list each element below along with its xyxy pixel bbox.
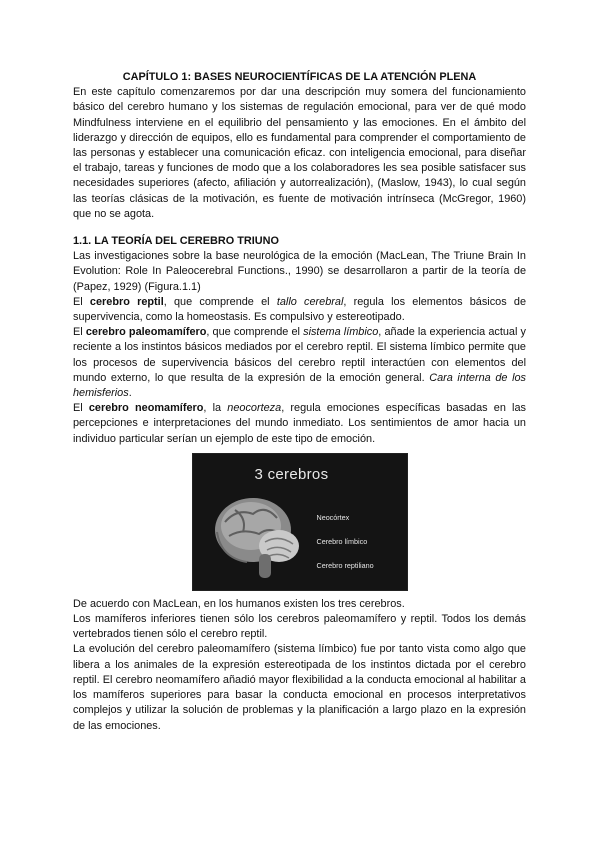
- paleo-end: .: [128, 387, 132, 400]
- neo-italic: neocorteza: [227, 402, 282, 415]
- reptil-post: , regula los elementos básicos de supervivencia, como la homeostasis. Es compulsivo y estereotipado.: [73, 295, 527, 324]
- reptil-pre: El: [73, 295, 90, 308]
- reptil-mid: , que comprende el: [163, 295, 277, 308]
- section-intro-paragraph: Las investigaciones sobre la base neurológica de la emoción (MacLean, The Triune Brain In Evolution: Role In Paleocerebral Functions., 1990) se desarrollaron a partir de la teoría de (Papez, 1929) (Figura.1.1): [73, 250, 526, 293]
- three-brains-figure: [192, 453, 408, 591]
- reptil-term: cerebro reptil: [89, 295, 164, 308]
- figure-label-neocortex: Neocórtex: [316, 512, 350, 522]
- paleo-italic: sistema límbico: [303, 326, 379, 339]
- reptil-italic: tallo cerebral: [276, 295, 344, 308]
- chapter-title: CAPÍTULO 1: BASES NEUROCIENTÍFICAS DE LA ATENCIÓN PLENA: [122, 71, 477, 83]
- closing-paragraph-3: La evolución del cerebro paleomamífero (sistema límbico) fue por tanto vista como algo que libera a los animales de la expresión estereotipada de los instintos dictada por el cerebro reptil. El cerebro neomamífero añadió mayor flexibilidad a la conducta emocional al habilitar a los mamíferos superiores para basar la conducta emocional en procesos interpretativos complejos y utilizar la solución de problemas y la planificación a largo plazo en la expresión de las emociones.: [73, 643, 526, 732]
- paleo-term: cerebro paleomamífero: [85, 326, 207, 339]
- paleo-mid: , que comprende el: [206, 326, 304, 339]
- paleo-post: , añade la experiencia actual y reciente a los instintos básicos mediados por el cerebro reptil. El sistema límbico permite que los procesos de supervivencia básicos del cerebro reptil interactúen con elementos del mundo externo, lo que resulta de la expresión de la emoción general.: [73, 326, 526, 384]
- page-content: [73, 70, 526, 734]
- neo-post: , regula emociones específicas basadas en las percepciones e interpretaciones del mundo inmediato. Los sentimientos de amor hacia un individuo particular serían un ejemplo de este tipo de emoción.: [73, 402, 526, 445]
- reptil-paragraph: [73, 295, 526, 325]
- figure-label-reptilian: Cerebro reptiliano: [316, 560, 374, 570]
- neo-pre: El: [73, 402, 89, 415]
- paleo-pre: El: [73, 326, 86, 339]
- paleo-italic-2: Cara interna de los hemisferios: [73, 371, 526, 400]
- neo-paragraph: [73, 401, 526, 447]
- figure-wrapper: [73, 453, 526, 591]
- closing-paragraph-2: Los mamíferos inferiores tienen sólo los cerebros paleomamífero y reptil. Todos los demás vertebrados tienen sólo el cerebro reptil.: [73, 613, 526, 641]
- neo-mid: , la: [203, 402, 228, 415]
- paleo-paragraph: [73, 325, 526, 401]
- section-title: 1.1. LA TEORÍA DEL CEREBRO TRIUNO: [73, 235, 279, 248]
- figure-label-limbic: Cerebro límbico: [316, 536, 368, 546]
- intro-paragraph: En este capítulo comenzaremos por dar una descripción muy somera del funcionamiento básico del cerebro humano y los sistemas de regulación emocional, para ver de qué modo Mindfulness interviene en el equilibrio del pensamiento y las emociones. En el ámbito del liderazgo y dirección de equipos, ello es fundamental para comprender el comportamiento de las personas y establecer una comunicación eficaz. con inteligencia emocional, para diseñar el trabajo, tareas y funciones de modo que a los colaboradores les sea posible satisfacer sus necesidades superiores (afecto, afiliación y autorrealización), (Maslow, 1943), lo cual según las teorías clásicas de la motivación, es fuente de motivación intrínseca (McGregor, 1960) que no se agota.: [73, 86, 526, 220]
- figure-title: 3 cerebros: [254, 465, 329, 483]
- brain-illustration-icon: [207, 488, 315, 584]
- closing-paragraph-1: De acuerdo con MacLean, en los humanos existen los tres cerebros.: [73, 597, 405, 610]
- neo-term: cerebro neomamífero: [88, 402, 204, 415]
